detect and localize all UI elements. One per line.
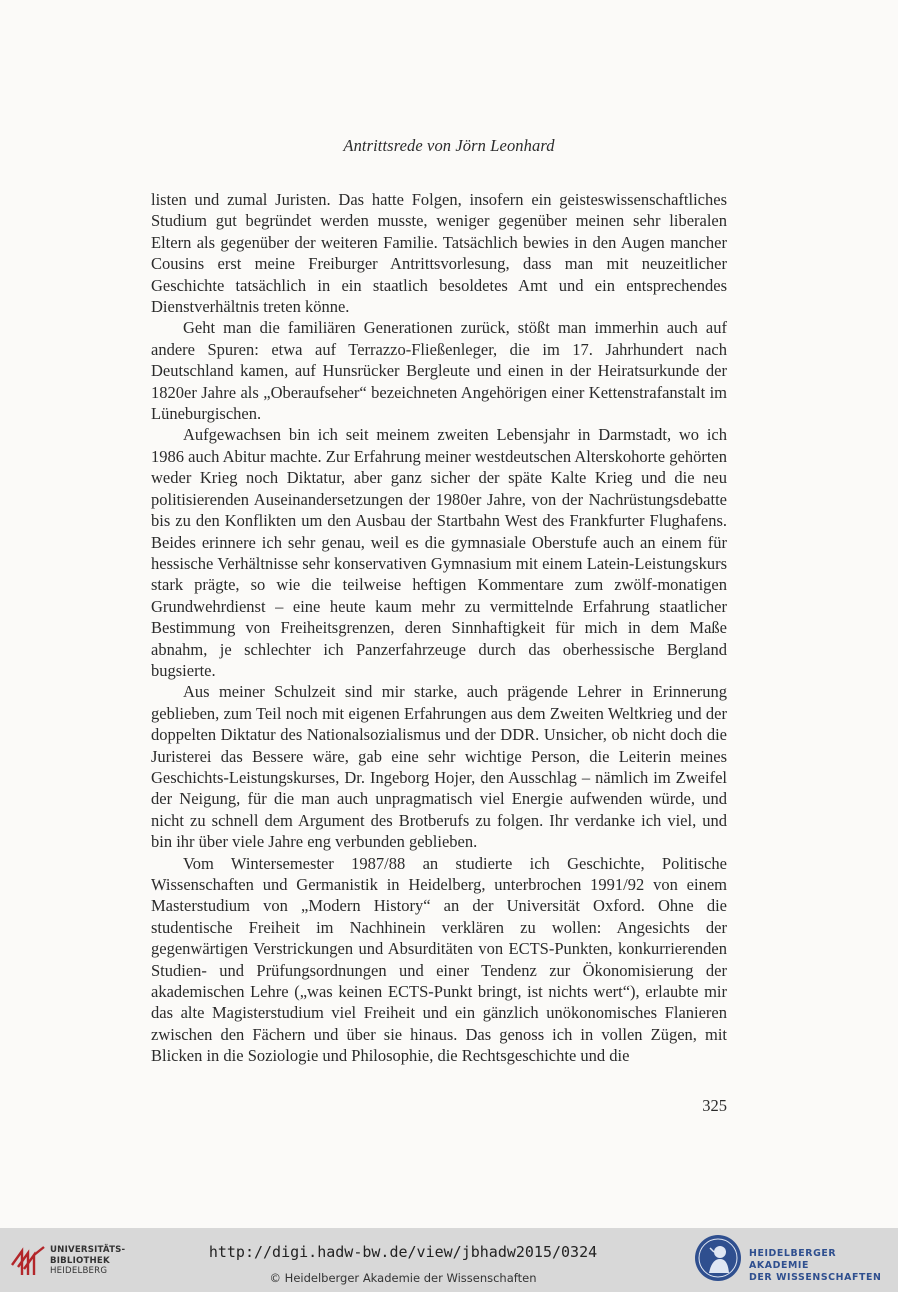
paragraph: Geht man die familiären Generationen zurück, stößt man immerhin auch auf andere Spuren: etwa auf Terrazzo-Fließenleger, die im 17. Jahrhundert nach Deutschland kamen, auf Hunsrücker Bergleute und einen in der Heiratsurkunde der 1820er Jahre als „Oberaufseher“ bezeichneten Angehörigen einer Kettenstrafanstalt im Lüneburgischen.	[151, 318, 727, 424]
paragraph: Aus meiner Schulzeit sind mir starke, auch prägende Lehrer in Erinnerung geblieben, zum Teil noch mit eigenen Erfahrungen aus dem Zweiten Weltkrieg und der doppelten Diktatur des Nationalsozialismus und der DDR. Unsicher, ob nicht doch die Juristerei das Bessere wäre, gab eine sehr wichtige Person, die Leiterin meines Geschichts-Leistungskurses, Dr. Ingeborg Hojer, den Ausschlag – nämlich im Zweifel der Neigung, für die man auch unpragmatisch viel Energie aufwenden würde, und nicht zu schnell dem Argument des Brotberufs zu folgen. Ihr verdanke ich viel, und bin ihr über viele Jahre eng verbunden geblieben.	[151, 682, 727, 852]
ub-logo-line: BIBLIOTHEK	[50, 1255, 110, 1266]
paragraph: listen und zumal Juristen. Das hatte Folgen, insofern ein geisteswissenschaftliches Studium gut begründet werden musste, weniger gegenüber meinen sehr liberalen Eltern als gegenüber der weiteren Familie. Tatsächlich bewies in den Augen mancher Cousins erst meine Freiburger Antrittsvorlesung, dass man mit neuzeitlicher Geschichte tatsächlich in ein staatlich besoldetes Amt und ein entsprechendes Dienstverhältnis treten könne.	[151, 190, 727, 317]
hadw-logo-line: DER WISSENSCHAFTEN	[749, 1272, 882, 1283]
body-text	[151, 189, 727, 1067]
running-head: Antrittsrede von Jörn Leonhard	[343, 136, 555, 155]
ub-logo-line: HEIDELBERG	[50, 1266, 108, 1276]
hadw-logo-text	[749, 1248, 898, 1284]
paragraph: Vom Wintersemester 1987/88 an studierte ich Geschichte, Politische Wissenschaften und Germanistik in Heidelberg, unterbrochen 1991/92 von einem Masterstudium von „Modern History“ an der Universität Oxford. Ohne die studentische Freiheit im Nachhinein verklären zu wollen: Angesichts der gegenwärtigen Verstrickungen und Absurditäten von ECTS-Punkten, konkurrierenden Studien- und Prüfungsordnungen und einer Tendenz zur Ökonomisierung der akademischen Lehre („was keinen ECTS-Punkt bringt, ist nichts wert“), erlaubte mir das alte Magisterstudium viel Freiheit und ein gänzlich unökonomisches Flanieren zwischen den Fächern und über sie hinaus. Das genoss ich in vollen Zügen, mit Blicken in die Soziologie und Philosophie, die Rechtsgeschichte und die	[151, 853, 727, 1066]
footer-url-link[interactable]: http://digi.hadw-bw.de/view/jbhadw2015/0324	[208, 1243, 598, 1261]
page-number: 325	[702, 1096, 727, 1115]
footer-copyright: © Heidelberger Akademie der Wissenschaften	[269, 1271, 537, 1285]
paragraph: Aufgewachsen bin ich seit meinem zweiten Lebensjahr in Darmstadt, wo ich 1986 auch Abitur machte. Zur Erfahrung meiner westdeutschen Alterskohorte gehörten weder Krieg noch Diktatur, aber ganz sicher der späte Kalte Krieg und die neu politisierenden Auseinandersetzungen der 1980er Jahre, von der Nachrüstungsdebatte bis zu den Konflikten um den Ausbau der Startbahn West des Frankfurter Flughafens. Beides erinnere ich sehr genau, weil es die gymnasiale Oberstufe auch an einem für hessische Verhältnisse sehr konservativen Gymnasium mit einem Latein-Leistungskurs stark prägte, so wie die teilweise heftigen Kommentare zum zwölf-monatigen Grundwehrdienst – eine heute kaum mehr zu vermittelnde Erfahrung staatlicher Bestimmung von Freiheitsgrenzen, deren Sinnhaftigkeit für mich in dem Maße abnahm, je schlechter ich Panzerfahrzeuge durch das oberhessische Bergland bugsierte.	[151, 425, 727, 680]
hadw-logo-line: HEIDELBERGER AKADEMIE	[749, 1248, 837, 1271]
hadw-seal-icon[interactable]	[693, 1233, 743, 1283]
footer-bar	[0, 1228, 898, 1292]
ub-logo-line: UNIVERSITÄTS-	[50, 1245, 126, 1255]
